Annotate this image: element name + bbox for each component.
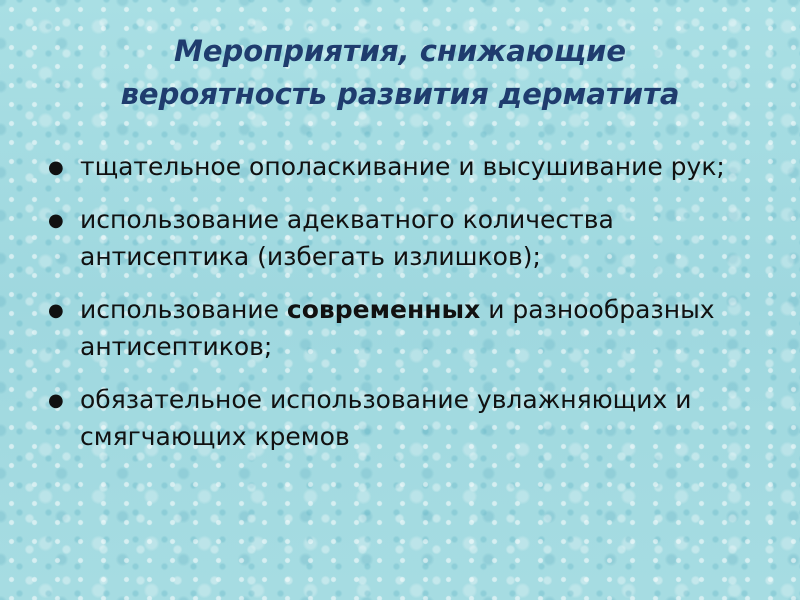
bullet-dot-icon: ● [48, 300, 64, 321]
slide-title-line-1: Мероприятия, снижающие [173, 34, 627, 68]
bullet-text-2: использование адекватного количества антисептика (избегать излишков); [80, 205, 614, 271]
bullet-dot-icon: ● [48, 210, 64, 231]
bullet-text-3-after: и разнообразных антисептиков; [80, 295, 715, 361]
bullet-item-3 [40, 291, 770, 365]
slide-title-line-2: вероятность развития дерматита [120, 77, 680, 111]
slide-title [40, 30, 760, 116]
bullet-text-4: обязательное использование увлажняющих и смягчающих кремов [80, 385, 692, 451]
bullet-item-4 [40, 381, 770, 455]
bullet-item-1 [40, 148, 770, 185]
bullet-text-1: тщательное ополаскивание и высушивание рук; [80, 152, 725, 181]
bullet-item-2 [40, 201, 770, 275]
bullet-list [40, 148, 770, 471]
bullet-dot-icon: ● [48, 157, 64, 178]
bullet-text-3-bold: современных [286, 295, 481, 324]
bullet-dot-icon: ● [48, 390, 64, 411]
bullet-text-3-before: использование [80, 295, 287, 324]
